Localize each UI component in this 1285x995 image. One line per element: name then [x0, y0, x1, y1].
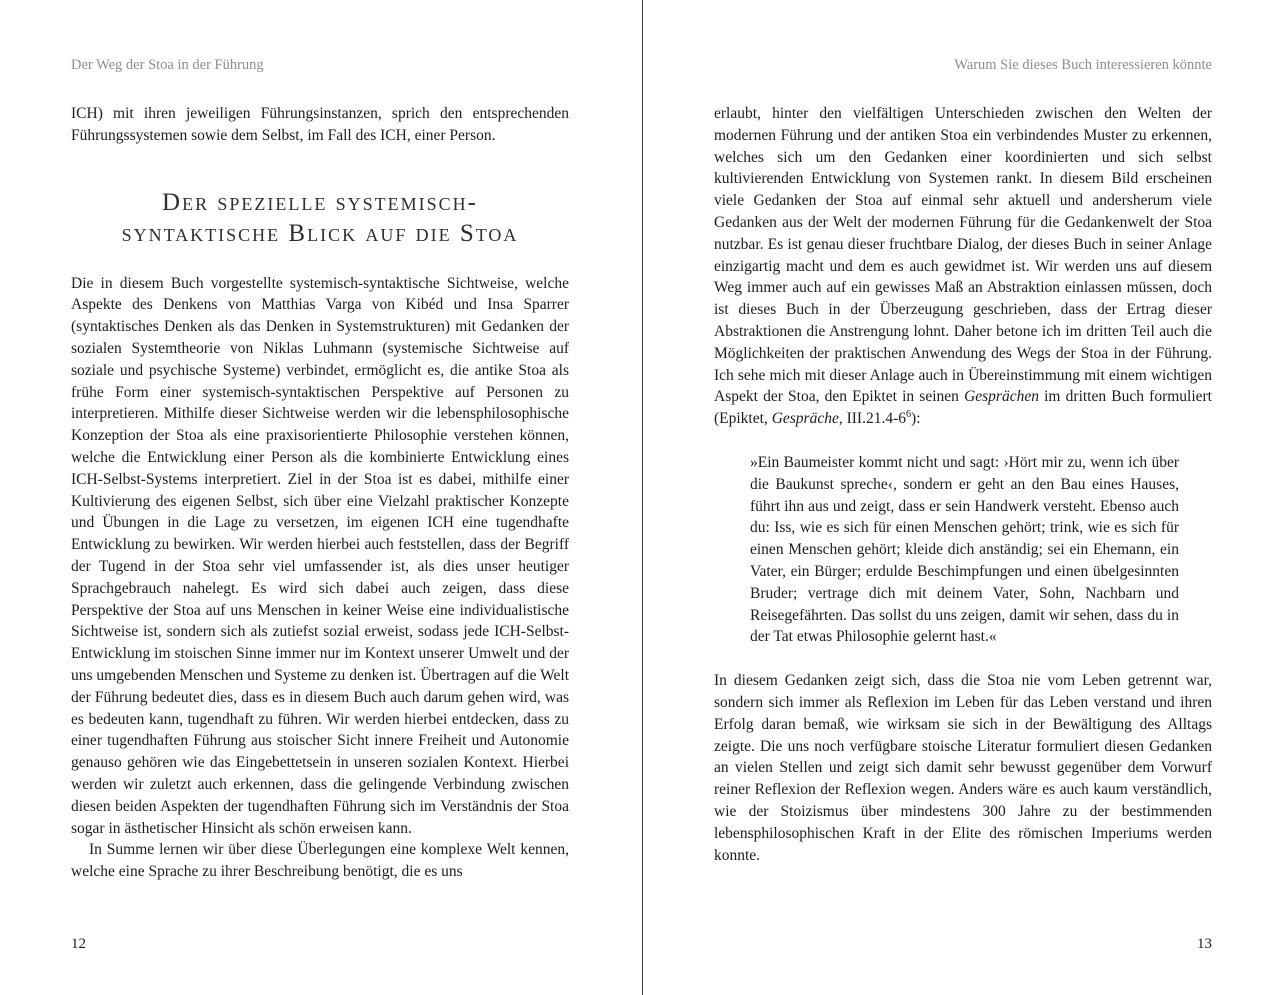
paragraph-continuation-text: ):	[911, 410, 921, 428]
paragraph-closing: In diesem Gedanken zeigt sich, dass die Stoa nie vom Leben getrennt war, sondern sich immer als Reflexion im Leben für das Leben verstand und ihren Erfolg daran bemaß, wie wirksam sie sich in der Bewältigung des Alltags zeigte. Die uns noch verfügbare stoische Literatur formuliert diesen Gedanken an vielen Stellen und zeigt sich damit sehr bewusst gegenüber dem Vorwurf reiner Reflexion der Reflexion wegen. Anders wäre es auch kaum verständlich, wie der Stoizismus über mindestens 300 Jahre zu der bestimmenden lebensphilosophischen Kraft in der Elite des römischen Imperiums werden konnte.	[714, 672, 1212, 864]
paragraph-continuation-text: im dritten Buch formuliert (Epiktet,	[714, 388, 1212, 428]
blockquote-text: »Ein Baumeister kommt nicht und sagt: ›Hört mir zu, wenn ich über die Baukunst spreche‹, sondern er geht an den Bau eines Hauses, führt ihn aus und zeigt, dass er sein Handwerk versteht. Ebenso auch du: Iss, wie es sich für einen Menschen gehört; trink, wie es sich für einen Menschen gehört; kleide dich anständig; sei ein Ehemann, ein Vater, ein Bürger; erdulde Beschimpfungen und einen übelgesinnten Bruder; vertrage dich mit deinem Vater, Sohn, Nachbarn und Reisegefährten. Das sollst du uns zeigen, damit wir sehen, dass du in der Tat etwas Philosophie gelernt hast.«	[750, 453, 1179, 646]
page-number-right: 13	[1197, 936, 1212, 952]
running-header-right: Warum Sie dieses Buch interessieren könnte	[954, 57, 1212, 73]
page-number-left: 12	[71, 936, 86, 952]
epiktet-blockquote	[714, 452, 1212, 648]
page-right	[643, 0, 1285, 995]
page-left	[0, 0, 642, 995]
paragraph-continuation	[714, 103, 1212, 430]
paragraph-intro-continuation: ICH) mit ihren jeweiligen Führungsinstanzen, sprich den entsprechenden Führungssystemen sowie dem Selbst, im Fall des ICH, einer Person.	[71, 105, 569, 144]
chapter-heading-line1: Der spezielle systemisch-	[162, 188, 478, 216]
chapter-heading-line2: syntaktische Blick auf die Stoa	[121, 219, 519, 247]
running-header-left: Der Weg der Stoa in der Führung	[71, 57, 264, 73]
footnote-marker: 6	[906, 409, 912, 420]
book-title-italic: Gesprächen	[964, 388, 1039, 406]
chapter-heading	[71, 187, 569, 249]
book-title-italic: Gespräche	[771, 410, 839, 428]
citation-reference: , III.21.4-6	[838, 410, 906, 428]
paragraph-main: Die in diesem Buch vorgestellte systemisch-syntaktische Sichtweise, welche Aspekte des Denkens von Matthias Varga von Kibéd und Insa Sparrer (syntaktisches Denken als das Denken in Systemstrukturen) mit Gedanken der sozialen Systemtheorie von Niklas Luhmann (systemische Sichtweise auf soziale und psychische Systeme) verbindet, ermöglicht es, die antike Stoa als frühe Form einer systemisch-syntaktischen Perspektive auf Personen zu interpretieren. Mithilfe dieser Sichtweise werden wir die lebensphilosophische Konzeption der Stoa als eine praxisorientierte Philosophie verstehen können, welche die Entwicklung einer Person als die kombinierte Entwicklung eines ICH-Selbst-Systems interpretiert. Ziel in der Stoa ist es dabei, mithilfe einer Kultivierung des eigenen Selbst, sich über eine Vielzahl praktischer Konzepte und Übungen in die Lage zu versetzen, im eigenen ICH eine tugendhafte Entwicklung zu bewirken. Wir werden hierbei auch feststellen, dass der Begriff der Tugend in der Stoa sehr viel umfassender ist, als dies unser heutiger Sprachgebrauch nahelegt. Es wird sich dabei auch zeigen, dass diese Perspektive der Stoa auf uns Menschen in keiner Weise eine individualistische Sichtweise ist, sondern sich als zutiefst sozial erweist, sodass jede ICH-Selbst-Entwicklung im stoischen Sinne immer nur im Kontext unserer Umwelt und der uns umgebenden Menschen und Systeme zu denken ist. Übertragen auf die Welt der Führung bedeutet dies, dass es in diesem Buch auch darum gehen wird, was es bedeuten kann, tugendhaft zu führen. Wir werden hierbei entdecken, dass zu einer tugendhaften Führung aus stoischer Sicht innere Freiheit und Autonomie genauso gehören wie das Eingebettetsein in unseren sozialen Kontext. Hierbei werden wir zuletzt auch erkennen, dass die gelingende Verbindung zwischen diesen beiden Aspekten der tugendhaften Führung sich im Verständnis der Stoa sogar in ästhetischer Hinsicht als schön erweisen kann.	[71, 274, 569, 837]
paragraph-continuation-text: erlaubt, hinter den vielfältigen Unterschieden zwischen den Welten der modernen Führung und der antiken Stoa ein verbindendes Muster zu erkennen, welches sich um den Gedanken einer koordinierten und sich selbst kultivierenden Entwicklung von Systemen rankt. In diesem Bild erscheinen viele Gedanken der Stoa auf einmal sehr aktuell und andersherum viele Gedanken aus der Welt der modernen Führung für die Gedankenwelt der Stoa nutzbar. Es ist genau dieser fruchtbare Dialog, der dieses Buch in seiner Anlage einzigartig macht und dem es auch gewidmet ist. Wir werden uns auf diesem Weg immer auch auf ein gewisses Maß an Abstraktion einlassen müssen, doch ist dieses Buch in der Überzeugung geschrieben, dass der Ertrag dieser Abstraktionen die Anstrengung lohnt. Daher betone ich im dritten Teil auch die Möglichkeiten der praktischen Anwendung des Wegs der Stoa in der Führung. Ich sehe mich mit dieser Anlage auch in Übereinstimmung mit einem wichtigen Aspekt der Stoa, den Epiktet in seinen	[714, 105, 1212, 406]
paragraph-summary: In Summe lernen wir über diese Überlegungen eine komplexe Welt kennen, welche eine Sprache zu ihrer Beschreibung benötigt, die es uns	[71, 841, 569, 881]
